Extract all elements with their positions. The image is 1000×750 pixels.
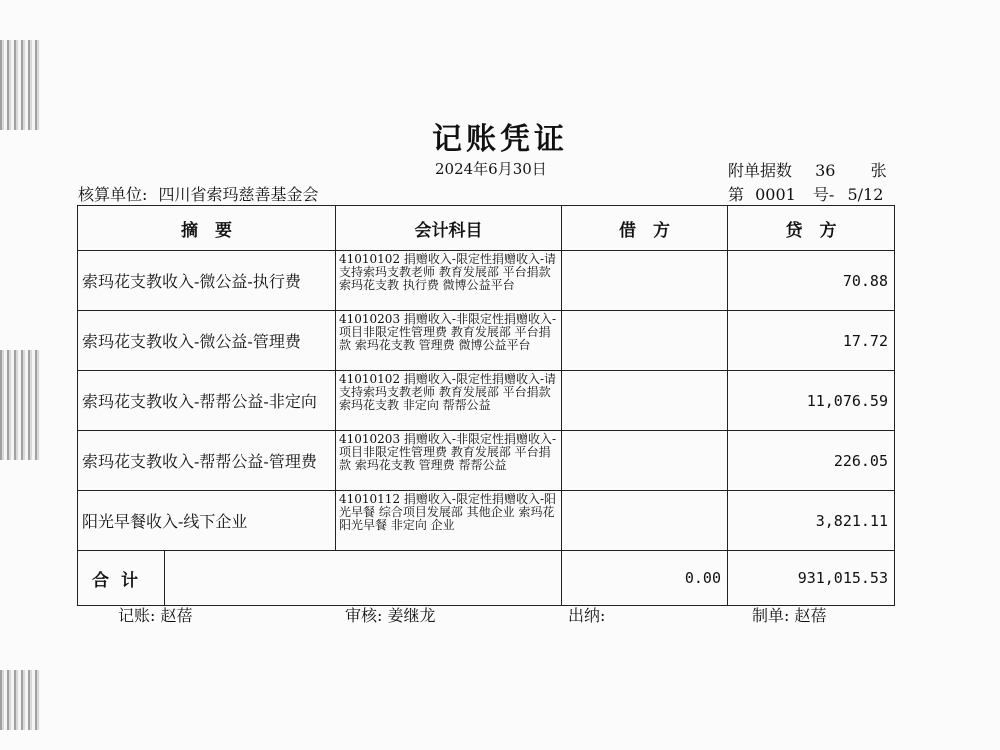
total-debit: 0.00: [562, 551, 728, 606]
header-credit: 贷 方: [728, 206, 895, 251]
row-credit: 17.72: [728, 311, 895, 371]
table-row: [78, 311, 895, 371]
accounting-unit: [78, 182, 319, 205]
row-credit: 226.05: [728, 431, 895, 491]
voucher-page-no: 5/12: [847, 185, 884, 204]
row-summary: 阳光早餐收入-线下企业: [78, 491, 336, 551]
attachment-label: 附单据数: [728, 161, 793, 180]
voucher-date: 2024年6月30日: [435, 160, 547, 178]
bookkeeper: 记账: 赵蓓: [118, 606, 193, 625]
row-debit: [562, 251, 728, 311]
table-header: [78, 206, 895, 251]
header-subject: 会计科目: [336, 206, 562, 251]
total-label: 合计: [78, 551, 165, 606]
row-credit: 70.88: [728, 251, 895, 311]
table-row: [78, 431, 895, 491]
total-credit: 931,015.53: [728, 551, 895, 606]
header-debit: 借 方: [562, 206, 728, 251]
row-subject: 41010203 捐赠收入-非限定性捐赠收入-项目非限定性管理费 教育发展部 平台捐款 索玛花支教 管理费 微博公益平台: [336, 311, 562, 371]
voucher-title: 记账凭证: [432, 122, 568, 157]
voucher-prefix: 第: [728, 185, 745, 204]
scan-artifact: [0, 670, 40, 730]
row-debit: [562, 311, 728, 371]
row-debit: [562, 431, 728, 491]
voucher-number: [728, 182, 883, 205]
row-summary: 索玛花支教收入-微公益-执行费: [78, 251, 336, 311]
row-summary: 索玛花支教收入-帮帮公益-非定向: [78, 371, 336, 431]
attachment-unit: 张: [870, 161, 887, 180]
row-credit: 3,821.11: [728, 491, 895, 551]
row-subject: 41010112 捐赠收入-限定性捐赠收入-阳光早餐 综合项目发展部 其他企业 索玛花阳光早餐 非定向 企业: [336, 491, 562, 551]
row-summary: 索玛花支教收入-帮帮公益-管理费: [78, 431, 336, 491]
voucher-table: [77, 205, 895, 606]
table-row: [78, 491, 895, 551]
cashier: 出纳:: [568, 606, 606, 625]
row-subject: 41010102 捐赠收入-限定性捐赠收入-请支持索玛支教老师 教育发展部 平台捐款 索玛花支教 非定向 帮帮公益: [336, 371, 562, 431]
voucher-suffix: 号-: [812, 185, 835, 204]
row-credit: 11,076.59: [728, 371, 895, 431]
attachment-count: [728, 158, 887, 181]
row-debit: [562, 371, 728, 431]
attachment-number: 36: [815, 161, 836, 180]
row-subject: 41010102 捐赠收入-限定性捐赠收入-请支持索玛支教老师 教育发展部 平台捐款 索玛花支教 执行费 微博公益平台: [336, 251, 562, 311]
reviewer: 审核: 姜继龙: [345, 606, 436, 625]
voucher-no: 0001: [755, 185, 796, 204]
header-summary: 摘 要: [78, 206, 336, 251]
table-row: [78, 251, 895, 311]
preparer: 制单: 赵蓓: [752, 606, 827, 625]
row-debit: [562, 491, 728, 551]
row-summary: 索玛花支教收入-微公益-管理费: [78, 311, 336, 371]
table-row: [78, 371, 895, 431]
scan-artifact: [0, 350, 40, 460]
row-subject: 41010203 捐赠收入-非限定性捐赠收入-项目非限定性管理费 教育发展部 平台捐款 索玛花支教 管理费 帮帮公益: [336, 431, 562, 491]
unit-label: 核算单位:: [78, 185, 148, 204]
total-blank: [165, 551, 562, 606]
total-row: [78, 551, 895, 606]
unit-name: 四川省索玛慈善基金会: [158, 185, 319, 204]
